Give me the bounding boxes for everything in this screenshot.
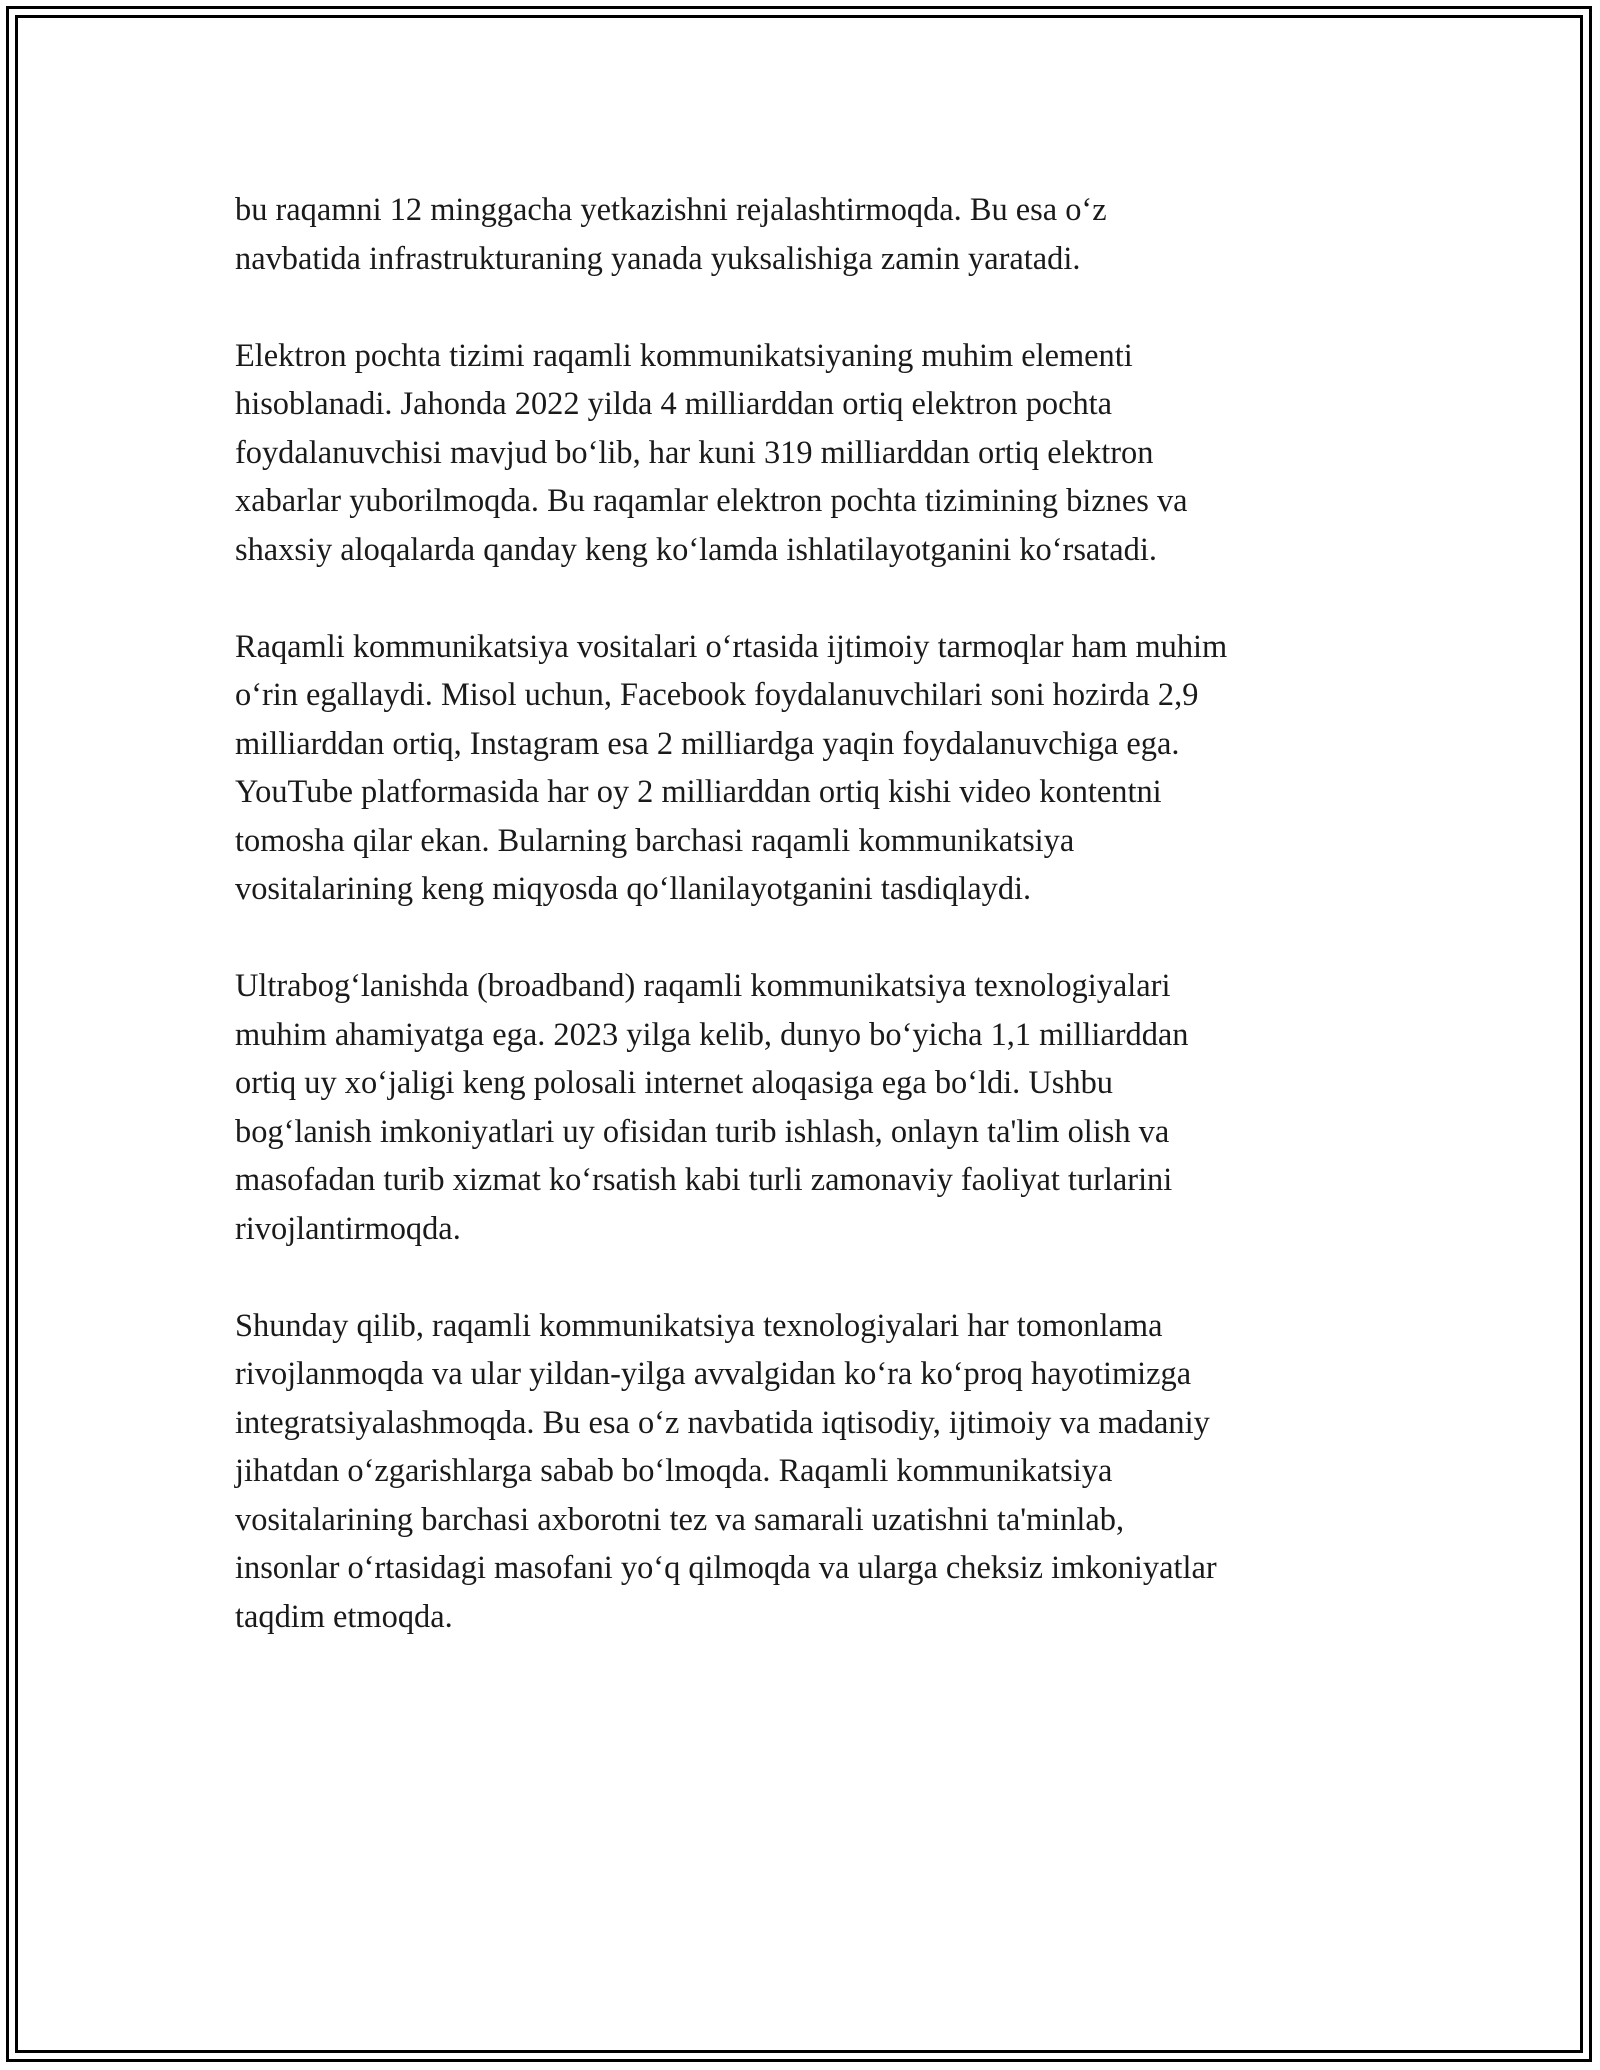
text-line: rivojlantirmoqda.	[235, 1210, 461, 1247]
paragraph-broadband	[235, 962, 1380, 1253]
text-line: insonlar o‘rtasidagi masofani yo‘q qilmoqda va ularga cheksiz imkoniyatlar	[235, 1550, 1217, 1586]
paragraph-email	[235, 332, 1380, 575]
text-line: Shunday qilib, raqamli kommunikatsiya texnologiyalari har tomonlama	[235, 1307, 1163, 1344]
text-line: Elektron pochta tizimi raqamli kommunikatsiyaning muhim elementi	[235, 337, 1133, 374]
paragraph-conclusion	[235, 1302, 1380, 1642]
text-line: foydalanuvchisi mavjud bo‘lib, har kuni 319 milliarddan ortiq elektron	[235, 434, 1154, 471]
document-body	[235, 186, 1380, 1690]
text-line: vositalarining barchasi axborotni tez va samarali uzatishni ta'minlab,	[235, 1501, 1125, 1538]
text-line: Ultrabog‘lanishda (broadband) raqamli kommunikatsiya texnologiyalari	[235, 968, 1171, 1004]
text-line: bog‘lanish imkoniyatlari uy ofisidan turib ishlash, onlayn ta'lim olish va	[235, 1113, 1170, 1150]
text-line: xabarlar yuborilmoqda. Bu raqamlar elektron pochta tizimining biznes va	[235, 483, 1188, 519]
text-line: YouTube platformasida har oy 2 milliarddan ortiq kishi video kontentni	[235, 774, 1162, 810]
text-line: tomosha qilar ekan. Bularning barchasi raqamli kommunikatsiya	[235, 822, 1075, 859]
text-line: ortiq uy xo‘jaligi keng polosali internet aloqasiga ega bo‘ldi. Ushbu	[235, 1065, 1113, 1101]
text-line: bu raqamni 12 minggacha yetkazishni rejalashtirmoqda. Bu esa o‘z	[235, 192, 1107, 228]
paragraph-social-networks	[235, 623, 1380, 914]
text-line: hisoblanadi. Jahonda 2022 yilda 4 milliarddan ortiq elektron pochta	[235, 386, 1113, 422]
text-line: jihatdan o‘zgarishlarga sabab bo‘lmoqda. Raqamli kommunikatsiya	[235, 1453, 1113, 1489]
text-line: muhim ahamiyatga ega. 2023 yilga kelib, dunyo bo‘yicha 1,1 milliarddan	[235, 1016, 1189, 1053]
paragraph-infrastructure	[235, 186, 1380, 283]
text-line: taqdim etmoqda.	[235, 1598, 453, 1635]
text-line: vositalarining keng miqyosda qo‘llanilayotganini tasdiqlaydi.	[235, 871, 1032, 907]
text-line: masofadan turib xizmat ko‘rsatish kabi turli zamonaviy faoliyat turlarini	[235, 1162, 1173, 1198]
text-line: milliarddan ortiq, Instagram esa 2 milliardga yaqin foydalanuvchiga ega.	[235, 725, 1180, 762]
text-line: o‘rin egallaydi. Misol uchun, Facebook foydalanuvchilari soni hozirda 2,9	[235, 677, 1199, 713]
text-line: Raqamli kommunikatsiya vositalari o‘rtasida ijtimoiy tarmoqlar ham muhim	[235, 628, 1228, 665]
text-line: integratsiyalashmoqda. Bu esa o‘z navbatida iqtisodiy, ijtimoiy va madaniy	[235, 1404, 1210, 1441]
text-line: navbatida infrastrukturaning yanada yuksalishiga zamin yaratadi.	[235, 240, 1081, 277]
text-line: shaxsiy aloqalarda qanday keng ko‘lamda ishlatilayotganini ko‘rsatadi.	[235, 531, 1157, 568]
text-line: rivojlanmoqda va ular yildan-yilga avvalgidan ko‘ra ko‘proq hayotimizga	[235, 1356, 1192, 1392]
